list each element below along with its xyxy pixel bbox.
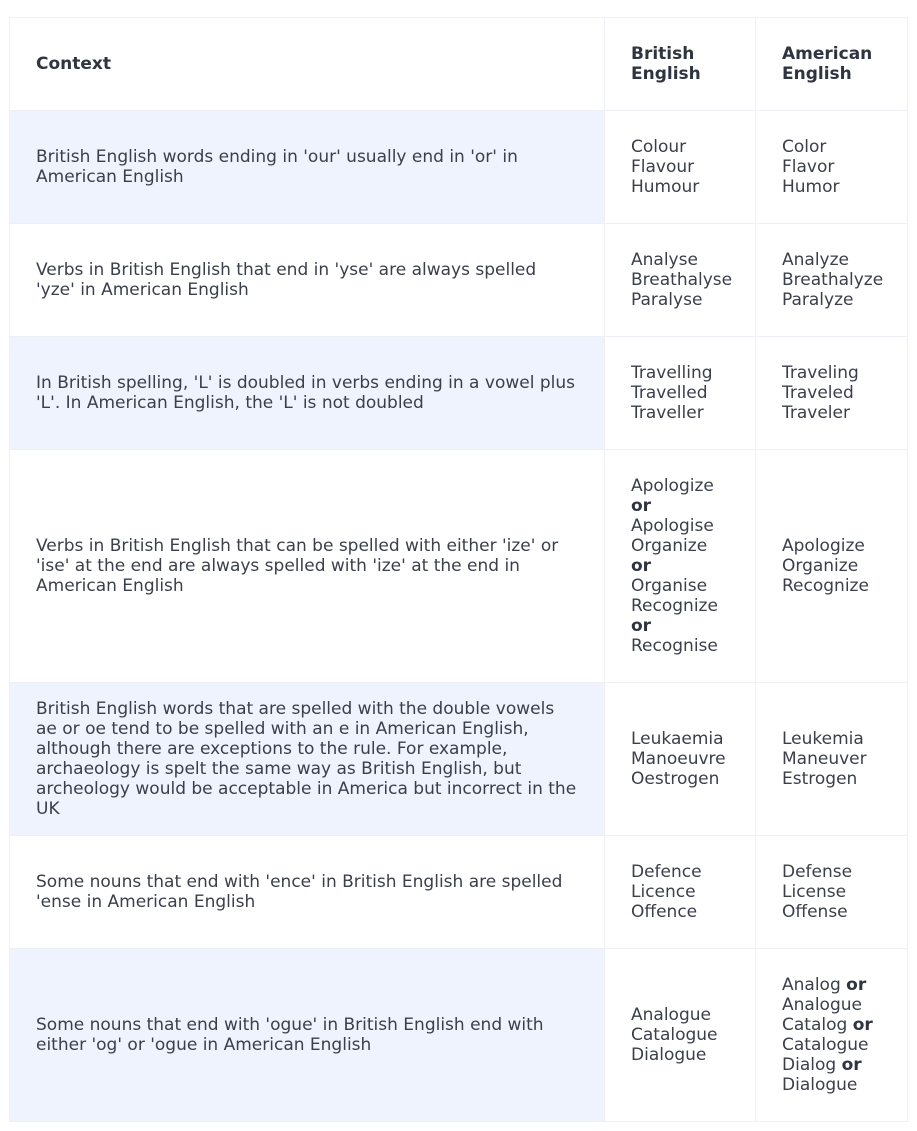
context-cell: Some nouns that end with 'ence' in British English are spelled 'ense in American English	[10, 836, 605, 949]
american-cell	[756, 224, 908, 337]
american-word: Catalog	[782, 1015, 848, 1035]
or-separator: or	[846, 975, 867, 995]
table-row	[10, 450, 908, 683]
context-cell: Verbs in British English that can be spelled with either 'ize' or 'ise' at the end are always spelled with 'ize' at the end in American English	[10, 450, 605, 683]
american-cell	[756, 111, 908, 224]
british-cell	[605, 949, 756, 1122]
american-word: Analyze	[782, 250, 849, 270]
british-word: Leukaemia	[631, 729, 724, 749]
american-word: Offense	[782, 902, 848, 922]
american-word: Breathalyze	[782, 270, 884, 290]
american-word: Dialog	[782, 1055, 837, 1075]
british-word: Offence	[631, 902, 698, 922]
spelling-comparison-table-wrapper	[9, 17, 907, 1122]
american-word: Leukemia	[782, 729, 864, 749]
american-word: Apologize	[782, 536, 865, 556]
header-british-english: British English	[605, 18, 756, 111]
american-word: Maneuver	[782, 749, 867, 769]
british-word: Oestrogen	[631, 769, 720, 789]
american-word: Recognize	[782, 576, 869, 596]
american-word: Color	[782, 137, 827, 157]
or-separator: or	[852, 1015, 873, 1035]
table-row	[10, 111, 908, 224]
american-word: Analogue	[782, 995, 862, 1015]
british-word: Recognise	[631, 636, 718, 656]
or-separator: or	[631, 496, 652, 516]
context-cell: British English words ending in 'our' usually end in 'or' in American English	[10, 111, 605, 224]
table-row	[10, 337, 908, 450]
american-word: Analog	[782, 975, 841, 995]
british-cell	[605, 111, 756, 224]
british-cell	[605, 683, 756, 836]
british-word: Catalogue	[631, 1025, 718, 1045]
british-word: Licence	[631, 882, 696, 902]
american-cell	[756, 949, 908, 1122]
header-context: Context	[10, 18, 605, 111]
american-cell	[756, 450, 908, 683]
context-cell: Verbs in British English that end in 'yse' are always spelled 'yze' in American English	[10, 224, 605, 337]
american-word: Catalogue	[782, 1035, 869, 1055]
british-word: Organize	[631, 536, 708, 556]
american-word: Paralyze	[782, 290, 854, 310]
british-word: Humour	[631, 177, 700, 197]
british-word: Travelling	[631, 363, 713, 383]
or-separator: or	[631, 616, 652, 636]
table-row	[10, 836, 908, 949]
american-word-pair	[782, 1055, 899, 1075]
american-word-pair	[782, 975, 899, 995]
context-cell: In British spelling, 'L' is doubled in verbs ending in a vowel plus 'L'. In American English, the 'L' is not doubled	[10, 337, 605, 450]
british-word: Flavour	[631, 157, 695, 177]
header-american-english: American English	[756, 18, 908, 111]
or-separator: or	[841, 1055, 862, 1075]
american-word: Traveler	[782, 403, 850, 423]
british-word: Dialogue	[631, 1045, 707, 1065]
british-word: Analyse	[631, 250, 698, 270]
or-separator: or	[631, 556, 652, 576]
british-cell	[605, 337, 756, 450]
american-word: Traveled	[782, 383, 854, 403]
table-row	[10, 224, 908, 337]
american-word: Humor	[782, 177, 840, 197]
british-word: Breathalyse	[631, 270, 733, 290]
american-word: Dialogue	[782, 1075, 858, 1095]
context-cell: British English words that are spelled with the double vowels ae or oe tend to be spelled with an e in American English, although there are exceptions to the rule. For example, archaeology is spelt the same way as British English, but archeology would be acceptable in America but incorrect in the UK	[10, 683, 605, 836]
british-word: Apologize	[631, 476, 714, 496]
british-word: Analogue	[631, 1005, 711, 1025]
british-word: Organise	[631, 576, 708, 596]
table-header-row	[10, 18, 908, 111]
american-word: Estrogen	[782, 769, 858, 789]
american-word: Defense	[782, 862, 853, 882]
british-word: Apologise	[631, 516, 714, 536]
british-cell	[605, 224, 756, 337]
british-word: Traveller	[631, 403, 704, 423]
american-cell	[756, 683, 908, 836]
american-cell	[756, 836, 908, 949]
american-cell	[756, 337, 908, 450]
british-word: Defence	[631, 862, 702, 882]
british-word: Recognize	[631, 596, 718, 616]
context-cell: Some nouns that end with 'ogue' in British English end with either 'og' or 'ogue in American English	[10, 949, 605, 1122]
spelling-comparison-table	[9, 17, 908, 1122]
british-cell	[605, 450, 756, 683]
american-word: License	[782, 882, 847, 902]
british-word: Colour	[631, 137, 687, 157]
american-word-pair	[782, 1015, 899, 1035]
british-word: Travelled	[631, 383, 708, 403]
british-word: Paralyse	[631, 290, 703, 310]
american-word: Traveling	[782, 363, 859, 383]
british-cell	[605, 836, 756, 949]
british-word: Manoeuvre	[631, 749, 726, 769]
table-row	[10, 949, 908, 1122]
american-word: Organize	[782, 556, 859, 576]
american-word: Flavor	[782, 157, 835, 177]
table-row	[10, 683, 908, 836]
